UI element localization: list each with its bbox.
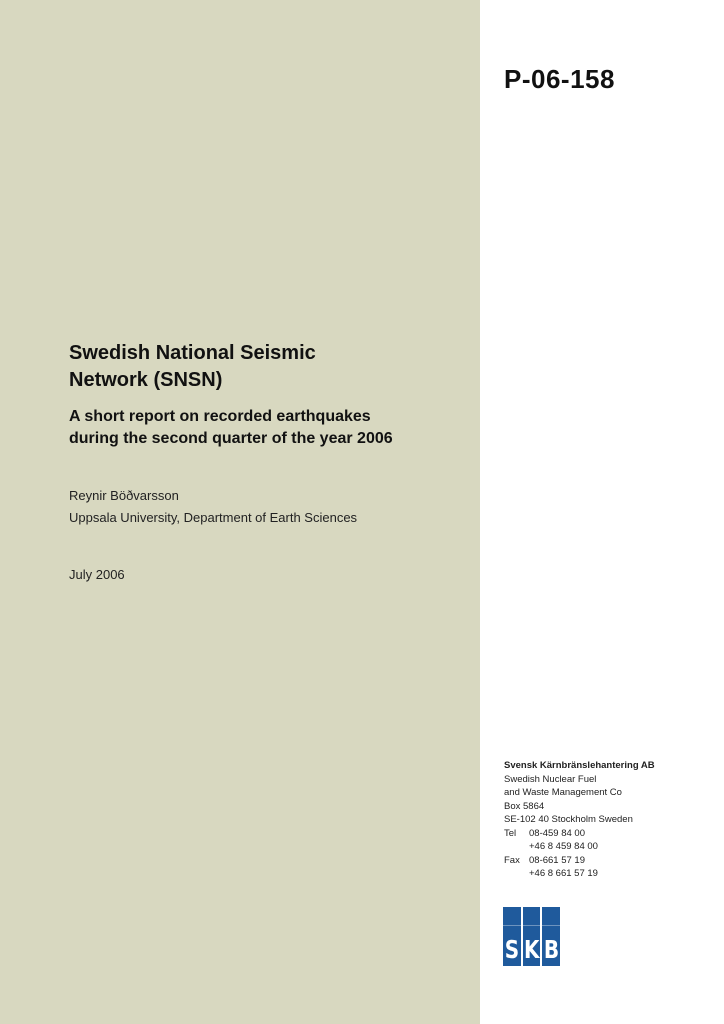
fax-number-international: +46 8 661 57 19 [529,868,598,879]
publisher-name-english: and Waste Management Co [504,787,622,798]
title-line: Swedish National Seismic [69,342,316,364]
report-title [69,340,449,394]
tel-number: 08-459 84 00 [529,827,585,839]
logo-letter-cell: B [542,907,560,966]
skb-logo [503,907,560,966]
publisher-box: Box 5864 [504,800,545,812]
tel-label: Tel [504,827,517,839]
report-number: P-06-158 [504,64,615,94]
publication-date: July 2006 [69,567,125,582]
author-affiliation: Uppsala University, Department of Earth Sciences [69,510,358,525]
logo-letter-cell: S [503,907,521,966]
report-subtitle [69,406,469,450]
author-name: Reynir Böðvarsson [69,488,179,503]
tel-number-international: +46 8 459 84 00 [529,841,598,852]
telephone-row [504,827,714,841]
publisher-name-english: Swedish Nuclear Fuel [504,773,597,785]
fax-number: 08-661 57 19 [529,854,585,866]
subtitle-line: during the second quarter of the year 2006 [69,430,393,447]
subtitle-line: A short report on recorded earthquakes [69,408,371,425]
logo-letter-cell: K [523,907,541,966]
title-line: Network (SNSN) [69,369,223,391]
publisher-address: SE-102 40 Stockholm Sweden [504,814,633,825]
publisher-address-block [504,759,714,881]
publisher-name: Svensk Kärnbränslehantering AB [504,760,655,771]
fax-row [504,854,714,868]
fax-label: Fax [504,854,520,866]
